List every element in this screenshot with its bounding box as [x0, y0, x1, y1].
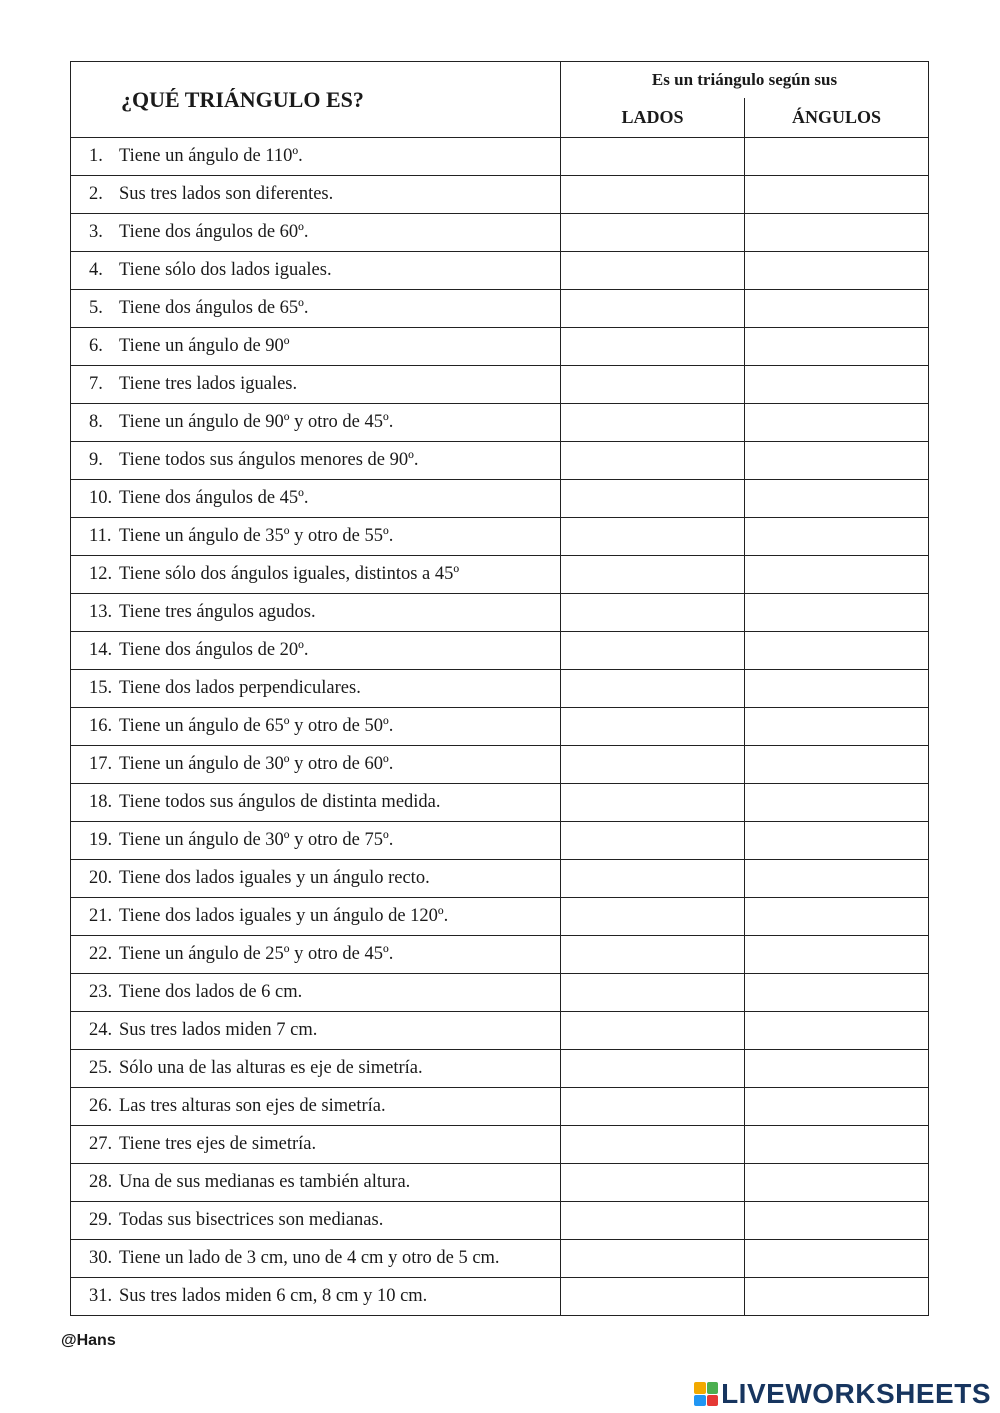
question-text: Tiene un lado de 3 cm, uno de 4 cm y otro de 5 cm.: [119, 1248, 500, 1268]
question-number: 9.: [89, 450, 103, 470]
question-text: Tiene dos lados iguales y un ángulo recto.: [119, 868, 430, 888]
question-row: [71, 974, 929, 1012]
answer-cell-lados[interactable]: [561, 518, 745, 556]
question-text: Tiene tres ángulos agudos.: [119, 602, 316, 622]
question-row: [71, 404, 929, 442]
question-row: [71, 176, 929, 214]
question-statement: [71, 290, 561, 328]
answer-cell-lados[interactable]: [561, 670, 745, 708]
answer-cell-angulos[interactable]: [745, 936, 929, 974]
question-statement: [71, 404, 561, 442]
question-statement: [71, 1126, 561, 1164]
question-statement: [71, 252, 561, 290]
question-row: [71, 1126, 929, 1164]
question-number: 20.: [89, 868, 113, 888]
question-statement: [71, 670, 561, 708]
answer-cell-angulos[interactable]: [745, 974, 929, 1012]
answer-cell-angulos[interactable]: [745, 176, 929, 214]
answer-cell-lados[interactable]: [561, 290, 745, 328]
question-row: [71, 1050, 929, 1088]
question-row: [71, 1202, 929, 1240]
answer-cell-lados[interactable]: [561, 404, 745, 442]
answer-cell-lados[interactable]: [561, 1126, 745, 1164]
answer-cell-angulos[interactable]: [745, 328, 929, 366]
question-text: Tiene un ángulo de 65º y otro de 50º.: [119, 716, 394, 736]
question-row: [71, 556, 929, 594]
question-text: Tiene dos ángulos de 20º.: [119, 640, 309, 660]
answer-cell-lados[interactable]: [561, 746, 745, 784]
answer-cell-angulos[interactable]: [745, 632, 929, 670]
question-text: Sus tres lados miden 7 cm.: [119, 1020, 318, 1040]
answer-cell-angulos[interactable]: [745, 822, 929, 860]
question-text: Tiene tres lados iguales.: [119, 374, 298, 394]
question-statement: [71, 366, 561, 404]
question-row: [71, 1088, 929, 1126]
question-row: [71, 366, 929, 404]
answer-cell-angulos[interactable]: [745, 138, 929, 176]
question-number: 8.: [89, 412, 103, 432]
question-text: Tiene dos lados iguales y un ángulo de 120º.: [119, 906, 449, 926]
question-statement: [71, 860, 561, 898]
answer-cell-angulos[interactable]: [745, 1278, 929, 1316]
question-text: Todas sus bisectrices son medianas.: [119, 1210, 384, 1230]
answer-cell-angulos[interactable]: [745, 898, 929, 936]
question-statement: [71, 328, 561, 366]
question-row: [71, 1278, 929, 1316]
answer-cell-angulos[interactable]: [745, 518, 929, 556]
answer-cell-angulos[interactable]: [745, 252, 929, 290]
question-number: 22.: [89, 944, 113, 964]
answer-cell-angulos[interactable]: [745, 556, 929, 594]
answer-cell-angulos[interactable]: [745, 442, 929, 480]
answer-cell-lados[interactable]: [561, 1012, 745, 1050]
liveworksheets-icon: [694, 1382, 718, 1406]
question-statement: [71, 708, 561, 746]
answer-cell-lados[interactable]: [561, 974, 745, 1012]
answer-cell-angulos[interactable]: [745, 746, 929, 784]
question-number: 26.: [89, 1096, 113, 1116]
question-statement: [71, 1050, 561, 1088]
question-text: Tiene un ángulo de 30º y otro de 75º.: [119, 830, 394, 850]
answer-cell-angulos[interactable]: [745, 214, 929, 252]
question-number: 29.: [89, 1210, 113, 1230]
question-number: 3.: [89, 222, 103, 242]
question-text: Tiene un ángulo de 25º y otro de 45º.: [119, 944, 394, 964]
question-statement: [71, 176, 561, 214]
question-number: 1.: [89, 146, 103, 166]
question-number: 21.: [89, 906, 113, 926]
answer-cell-lados[interactable]: [561, 1088, 745, 1126]
answer-cell-lados[interactable]: [561, 708, 745, 746]
question-row: [71, 252, 929, 290]
question-text: Tiene dos ángulos de 60º.: [119, 222, 309, 242]
question-statement: [71, 746, 561, 784]
answer-cell-lados[interactable]: [561, 1278, 745, 1316]
question-statement: [71, 594, 561, 632]
question-text: Sus tres lados miden 6 cm, 8 cm y 10 cm.: [119, 1286, 428, 1306]
question-row: [71, 1240, 929, 1278]
answer-cell-lados[interactable]: [561, 784, 745, 822]
question-number: 11.: [89, 526, 112, 546]
question-text: Tiene dos lados de 6 cm.: [119, 982, 303, 1002]
answer-cell-lados[interactable]: [561, 822, 745, 860]
question-statement: [71, 1088, 561, 1126]
answer-cell-lados[interactable]: [561, 936, 745, 974]
question-number: 12.: [89, 564, 113, 584]
answer-cell-angulos[interactable]: [745, 594, 929, 632]
question-row: [71, 328, 929, 366]
question-number: 19.: [89, 830, 113, 850]
question-text: Sus tres lados son diferentes.: [119, 184, 334, 204]
question-number: 27.: [89, 1134, 113, 1154]
answer-cell-lados[interactable]: [561, 176, 745, 214]
answer-cell-angulos[interactable]: [745, 1012, 929, 1050]
answer-cell-lados[interactable]: [561, 898, 745, 936]
question-number: 4.: [89, 260, 103, 280]
question-row: [71, 518, 929, 556]
question-text: Tiene sólo dos lados iguales.: [119, 260, 332, 280]
question-text: Tiene tres ejes de simetría.: [119, 1134, 317, 1154]
answer-cell-lados[interactable]: [561, 366, 745, 404]
question-statement: [71, 556, 561, 594]
question-statement: [71, 518, 561, 556]
question-number: 2.: [89, 184, 103, 204]
question-row: [71, 480, 929, 518]
liveworksheets-logo: [694, 1378, 991, 1410]
brand-name: LIVEWORKSHEETS: [721, 1378, 991, 1409]
question-number: 30.: [89, 1248, 113, 1268]
question-row: [71, 746, 929, 784]
answer-cell-angulos[interactable]: [745, 1240, 929, 1278]
question-statement: [71, 1278, 561, 1316]
answer-cell-angulos[interactable]: [745, 1202, 929, 1240]
answer-cell-lados[interactable]: [561, 860, 745, 898]
question-row: [71, 138, 929, 176]
question-text: Tiene todos sus ángulos de distinta medida.: [119, 792, 441, 812]
question-text: Tiene dos ángulos de 65º.: [119, 298, 309, 318]
question-statement: [71, 1164, 561, 1202]
question-text: Tiene un ángulo de 90º y otro de 45º.: [119, 412, 394, 432]
question-number: 7.: [89, 374, 103, 394]
question-row: [71, 860, 929, 898]
question-number: 14.: [89, 640, 113, 660]
question-text: Tiene dos lados perpendiculares.: [119, 678, 361, 698]
answer-cell-lados[interactable]: [561, 594, 745, 632]
answer-cell-lados[interactable]: [561, 480, 745, 518]
question-row: [71, 1164, 929, 1202]
question-row: [71, 442, 929, 480]
answer-cell-angulos[interactable]: [745, 670, 929, 708]
question-number: 5.: [89, 298, 103, 318]
question-number: 18.: [89, 792, 113, 812]
column-header-lados: LADOS: [561, 98, 745, 137]
question-statement: [71, 442, 561, 480]
question-number: 10.: [89, 488, 113, 508]
question-text: Tiene un ángulo de 110º.: [119, 146, 303, 166]
answer-cell-angulos[interactable]: [745, 366, 929, 404]
worksheet-title: ¿QUÉ TRIÁNGULO ES?: [71, 62, 561, 138]
question-number: 15.: [89, 678, 113, 698]
question-number: 6.: [89, 336, 103, 356]
answer-cell-lados[interactable]: [561, 214, 745, 252]
answer-cell-angulos[interactable]: [745, 1050, 929, 1088]
question-statement: [71, 936, 561, 974]
answer-cell-lados[interactable]: [561, 1240, 745, 1278]
question-row: [71, 670, 929, 708]
question-statement: [71, 1202, 561, 1240]
worksheet-table: [70, 61, 929, 1316]
question-text: Una de sus medianas es también altura.: [119, 1172, 411, 1192]
answer-cell-lados[interactable]: [561, 556, 745, 594]
question-rows: [71, 138, 929, 1316]
answer-cell-angulos[interactable]: [745, 1126, 929, 1164]
question-row: [71, 936, 929, 974]
question-text: Tiene un ángulo de 30º y otro de 60º.: [119, 754, 394, 774]
question-statement: [71, 1240, 561, 1278]
answer-cell-angulos[interactable]: [745, 708, 929, 746]
answer-cell-angulos[interactable]: [745, 784, 929, 822]
question-statement: [71, 1012, 561, 1050]
answer-cell-angulos[interactable]: [745, 1164, 929, 1202]
question-number: 25.: [89, 1058, 113, 1078]
question-number: 16.: [89, 716, 113, 736]
question-text: Tiene un ángulo de 35º y otro de 55º.: [119, 526, 394, 546]
question-text: Tiene sólo dos ángulos iguales, distintos a 45º: [119, 564, 460, 584]
question-number: 13.: [89, 602, 113, 622]
answer-cell-lados[interactable]: [561, 1164, 745, 1202]
answer-cell-angulos[interactable]: [745, 290, 929, 328]
question-statement: [71, 214, 561, 252]
question-number: 17.: [89, 754, 113, 774]
answer-cell-angulos[interactable]: [745, 860, 929, 898]
answer-cell-angulos[interactable]: [745, 1088, 929, 1126]
question-row: [71, 708, 929, 746]
question-statement: [71, 784, 561, 822]
question-row: [71, 632, 929, 670]
question-text: Las tres alturas son ejes de simetría.: [119, 1096, 386, 1116]
question-number: 31.: [89, 1286, 113, 1306]
question-row: [71, 784, 929, 822]
answer-cell-angulos[interactable]: [745, 480, 929, 518]
question-statement: [71, 138, 561, 176]
question-row: [71, 822, 929, 860]
author-credit: @Hans: [61, 1332, 116, 1349]
answer-cell-lados[interactable]: [561, 1202, 745, 1240]
question-number: 23.: [89, 982, 113, 1002]
question-text: Sólo una de las alturas es eje de simetría.: [119, 1058, 423, 1078]
answer-cell-lados[interactable]: [561, 252, 745, 290]
column-header-angulos: ÁNGULOS: [745, 98, 929, 137]
question-row: [71, 898, 929, 936]
answer-cell-lados[interactable]: [561, 632, 745, 670]
answer-cell-lados[interactable]: [561, 1050, 745, 1088]
answer-cell-lados[interactable]: [561, 138, 745, 176]
question-row: [71, 290, 929, 328]
question-text: Tiene todos sus ángulos menores de 90º.: [119, 450, 419, 470]
question-text: Tiene dos ángulos de 45º.: [119, 488, 309, 508]
question-statement: [71, 822, 561, 860]
question-row: [71, 1012, 929, 1050]
answer-cell-lados[interactable]: [561, 442, 745, 480]
answer-cell-lados[interactable]: [561, 328, 745, 366]
question-statement: [71, 632, 561, 670]
question-number: 24.: [89, 1020, 113, 1040]
question-text: Tiene un ángulo de 90º: [119, 336, 290, 356]
column-group-header: Es un triángulo según sus: [561, 62, 929, 99]
question-number: 28.: [89, 1172, 113, 1192]
question-statement: [71, 480, 561, 518]
question-row: [71, 214, 929, 252]
question-statement: [71, 898, 561, 936]
answer-cell-angulos[interactable]: [745, 404, 929, 442]
question-row: [71, 594, 929, 632]
question-statement: [71, 974, 561, 1012]
